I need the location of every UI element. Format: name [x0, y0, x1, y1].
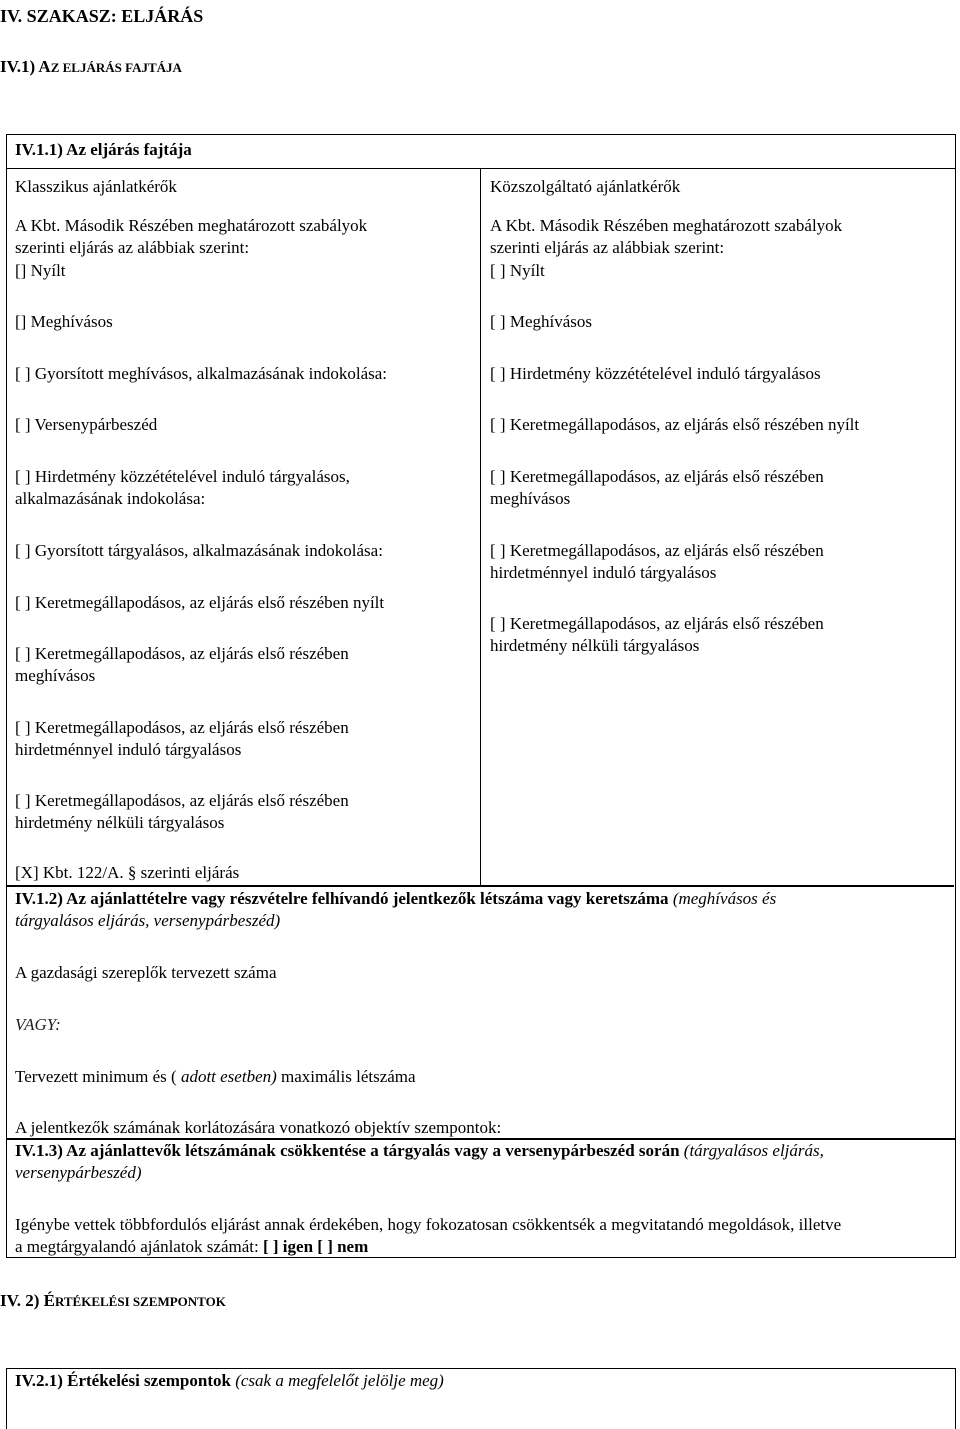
right-option-framework-open[interactable]: [ ] Keretmegállapodásos, az eljárás első részében nyílt [490, 415, 860, 434]
right-option-restricted[interactable]: [ ] Meghívásos [490, 312, 592, 331]
right-option-framework-negotiated-no-notice-cont: hirdetmény nélküli tárgyalásos [490, 636, 700, 655]
box1-heading: IV.1.1) Az eljárás fajtája [15, 140, 192, 159]
right-option-open[interactable]: [ ] Nyílt [490, 261, 545, 280]
box4-heading-bold: IV.2.1) Értékelési szempontok [15, 1371, 231, 1390]
right-option-framework-negotiated-notice[interactable]: [ ] Keretmegállapodásos, az eljárás első részében [490, 541, 824, 560]
section2-small: RTÉKELÉSI SZEMPONTOK [54, 1294, 226, 1309]
box3-heading-line1 [15, 1140, 824, 1162]
min-max-a: Tervezett minimum és ( [15, 1067, 177, 1086]
box4-heading [15, 1370, 444, 1392]
right-option-framework-negotiated-no-notice[interactable]: [ ] Keretmegállapodásos, az eljárás első részében [490, 614, 824, 633]
box3-text-2 [15, 1236, 368, 1258]
right-col-title: Közszolgáltató ajánlatkérők [490, 177, 681, 196]
box2-heading-italic-2: tárgyalásos eljárás, versenypárbeszéd) [15, 911, 281, 930]
left-option-negotiated[interactable]: [ ] Hirdetmény közzétételével induló tárgyalásos, [15, 467, 350, 486]
left-option-open[interactable]: [] Nyílt [15, 261, 66, 280]
objective-criteria-label: A jelentkezők számának korlátozására vonatkozó objektív szempontok: [15, 1118, 502, 1137]
left-intro-2: szerinti eljárás az alábbiak szerint: [15, 238, 250, 257]
right-intro-2: szerinti eljárás az alábbiak szerint: [490, 238, 725, 257]
section2-title [0, 1290, 226, 1313]
right-option-framework-negotiated-notice-cont: hirdetménnyel induló tárgyalásos [490, 563, 717, 582]
left-option-framework-restricted-cont: meghívásos [15, 666, 96, 685]
left-option-framework-restricted[interactable]: [ ] Keretmegállapodásos, az eljárás első részében [15, 644, 349, 663]
left-col-title: Klasszikus ajánlatkérők [15, 177, 177, 196]
min-max-b: maximális létszáma [276, 1067, 416, 1086]
right-option-framework-restricted[interactable]: [ ] Keretmegállapodásos, az eljárás első részében [490, 467, 824, 486]
box3-text-1: Igénybe vettek többfordulós eljárást annak érdekében, hogy fokozatosan csökkentsék a megvitatandó megoldások, illetve [15, 1215, 842, 1234]
left-option-framework-negotiated-no-notice-cont: hirdetmény nélküli tárgyalásos [15, 813, 225, 832]
section2-prefix: IV. 2) É [0, 1291, 55, 1310]
left-option-negotiated-cont: alkalmazásának indokolása: [15, 489, 206, 508]
box3-heading-bold: IV.1.3) Az ajánlattevők létszámának csökkentése a tárgyalás vagy a versenypárbeszéd során [15, 1141, 680, 1160]
left-option-restricted[interactable]: [] Meghívásos [15, 312, 113, 331]
left-option-framework-open[interactable]: [ ] Keretmegállapodásos, az eljárás első részében nyílt [15, 593, 385, 612]
min-max-italic: adott esetben) [176, 1067, 277, 1086]
or-label: VAGY: [15, 1015, 61, 1034]
left-option-accelerated-negotiated[interactable]: [ ] Gyorsított tárgyalásos, alkalmazásának indokolása: [15, 541, 383, 560]
subsection-small: Z ELJÁRÁS FAJTÁJA [50, 60, 182, 75]
section-title: IV. SZAKASZ: ELJÁRÁS [0, 6, 204, 26]
box4-heading-italic: (csak a megfelelőt jelölje meg) [235, 1371, 444, 1390]
box2-heading-line1 [15, 888, 776, 910]
left-option-framework-negotiated-notice[interactable]: [ ] Keretmegállapodásos, az eljárás első részében [15, 718, 349, 737]
left-option-framework-negotiated-no-notice[interactable]: [ ] Keretmegállapodásos, az eljárás első részében [15, 791, 349, 810]
left-option-framework-negotiated-notice-cont: hirdetménnyel induló tárgyalásos [15, 740, 242, 759]
left-option-kbt-122a[interactable]: [X] Kbt. 122/A. § szerinti eljárás [15, 863, 240, 882]
box3-heading-italic-2: versenypárbeszéd) [15, 1163, 142, 1182]
box2-heading-italic-1: (meghívásos és [672, 889, 777, 908]
box3-heading-italic-1: (tárgyalásos eljárás, [683, 1141, 824, 1160]
yes-no-options[interactable]: [ ] igen [ ] nem [262, 1237, 369, 1256]
right-intro-1: A Kbt. Második Részében meghatározott szabályok [490, 216, 843, 235]
column-divider [480, 168, 481, 886]
left-intro-1: A Kbt. Második Részében meghatározott szabályok [15, 216, 368, 235]
box3-text-2a: a megtárgyalandó ajánlatok számát: [15, 1237, 263, 1256]
subsection-title [0, 56, 182, 79]
heading-divider [6, 168, 956, 169]
box2-heading-bold: IV.1.2) Az ajánlattételre vagy részvételre felhívandó jelentkezők létszáma vagy keretszáma [15, 889, 669, 908]
left-option-dialogue[interactable]: [ ] Versenypárbeszéd [15, 415, 158, 434]
min-max-label [15, 1066, 416, 1088]
right-option-negotiated-notice[interactable]: [ ] Hirdetmény közzétételével induló tárgyalásos [490, 364, 821, 383]
planned-number-label: A gazdasági szereplők tervezett száma [15, 963, 277, 982]
right-option-framework-restricted-cont: meghívásos [490, 489, 571, 508]
left-option-accelerated-restricted[interactable]: [ ] Gyorsított meghívásos, alkalmazásának indokolása: [15, 364, 388, 383]
subsection-prefix: IV.1) A [0, 57, 51, 76]
